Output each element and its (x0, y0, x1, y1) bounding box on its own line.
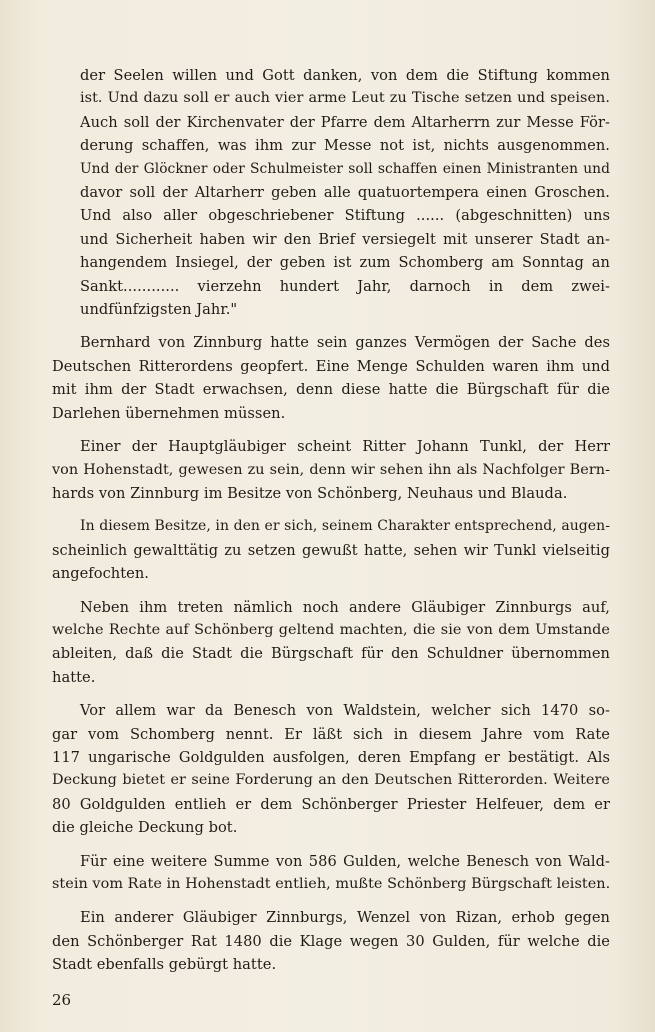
page-text (52, 64, 610, 987)
text-line: Stadt ebenfalls gebürgt hatte. (52, 956, 277, 974)
text-line: undfünfzigsten Jahr." (80, 301, 238, 319)
text-line: Und also aller obgeschriebener Stiftung ...... (abgeschnitten) uns (80, 207, 610, 225)
paragraph-glaeubiger (52, 596, 610, 690)
text-line: ist. Und dazu soll er auch vier arme Leut zu Tische setzen und speisen. (80, 90, 610, 107)
text-line: mit ihm der Stadt erwachsen, denn diese hatte die Bürgschaft für die (52, 381, 610, 399)
text-line: Ein anderer Gläubiger Zinnburgs, Wenzel von Rizan, erhob gegen (80, 909, 610, 927)
text-line: Für eine weitere Summe von 586 Gulden, welche Benesch von Wald- (80, 852, 610, 870)
text-line: Deckung bietet er seine Forderung an den Deutschen Ritterorden. Weitere (52, 772, 610, 789)
text-line: den Schönberger Rat 1480 die Klage wegen 30 Gulden, für welche die (52, 932, 610, 950)
text-line: der Seelen willen und Gott danken, von dem die Stiftung kommen (80, 67, 610, 84)
paragraph-tunkl (52, 435, 610, 505)
paragraph-bernhard (52, 331, 610, 425)
text-line: Neben ihm treten nämlich noch andere Gläubiger Zinnburgs auf, (80, 598, 610, 616)
text-line: derung schaffen, was ihm zur Messe not ist, nichts ausgenommen. (80, 137, 610, 155)
text-line: 117 ungarische Goldgulden ausfolgen, deren Empfang er bestätigt. Als (52, 748, 610, 766)
text-line: Darlehen übernehmen müssen. (52, 404, 286, 422)
text-line: hards von Zinnburg im Besitze von Schönberg, Neuhaus und Blauda. (52, 484, 568, 502)
text-line: von Hohenstadt, gewesen zu sein, denn wir sehen ihn als Nachfolger Bern- (52, 461, 610, 478)
page-number: 26 (52, 991, 72, 1009)
text-line: stein vom Rate in Hohenstadt entlieh, mußte Schönberg Bürgschaft leisten. (52, 876, 611, 892)
text-line: hangendem Insiegel, der geben ist zum Schomberg am Sonntag an (80, 254, 610, 272)
text-line: gar vom Schomberg nennt. Er läßt sich in diesem Jahre vom Rate (52, 725, 610, 743)
text-line: 80 Goldgulden entlieh er dem Schönberger Priester Helfeuer, dem er (52, 795, 610, 813)
paragraph-summe (52, 850, 610, 897)
text-line: welche Rechte auf Schönberg geltend machten, die sie von dem Umstande (52, 621, 610, 638)
text-line: Bernhard von Zinnburg hatte sein ganzes Vermögen der Sache des (80, 334, 610, 352)
text-line: davor soll der Altarherr geben alle quatuortempera einen Groschen. (80, 184, 610, 202)
text-line: Und der Glöckner oder Schulmeister soll schaffen einen Ministranten und (80, 160, 610, 177)
paragraph-besitz (52, 515, 610, 585)
text-line: die gleiche Deckung bot. (52, 819, 238, 837)
text-line: Deutschen Ritterordens geopfert. Eine Menge Schulden waren ihm und (52, 357, 610, 375)
text-line: angefochten. (52, 565, 149, 583)
text-line: hatte. (52, 668, 96, 686)
quoted-document (52, 64, 610, 321)
text-line: Auch soll der Kirchenvater der Pfarre dem Altarherrn zur Messe För- (80, 113, 610, 131)
text-line: ableiten, daß die Stadt die Bürgschaft für den Schuldner übernommen (52, 645, 610, 663)
paragraph-benesch (52, 699, 610, 839)
text-line: scheinlich gewalttätig zu setzen gewußt hatte, sehen wir Tunkl vielseitig (52, 541, 610, 559)
text-line: Einer der Hauptgläubiger scheint Ritter Johann Tunkl, der Herr (80, 438, 610, 456)
text-line: Sankt............ vierzehn hundert Jahr, darnoch in dem zwei- (80, 277, 610, 295)
text-line: Vor allem war da Benesch von Waldstein, welcher sich 1470 so- (80, 702, 610, 720)
text-line: In diesem Besitze, in den er sich, seinem Charakter entsprechend, augen- (80, 518, 610, 535)
text-line: und Sicherheit haben wir den Brief versiegelt mit unserer Stadt an- (80, 230, 610, 248)
paragraph-wenzel (52, 906, 610, 976)
